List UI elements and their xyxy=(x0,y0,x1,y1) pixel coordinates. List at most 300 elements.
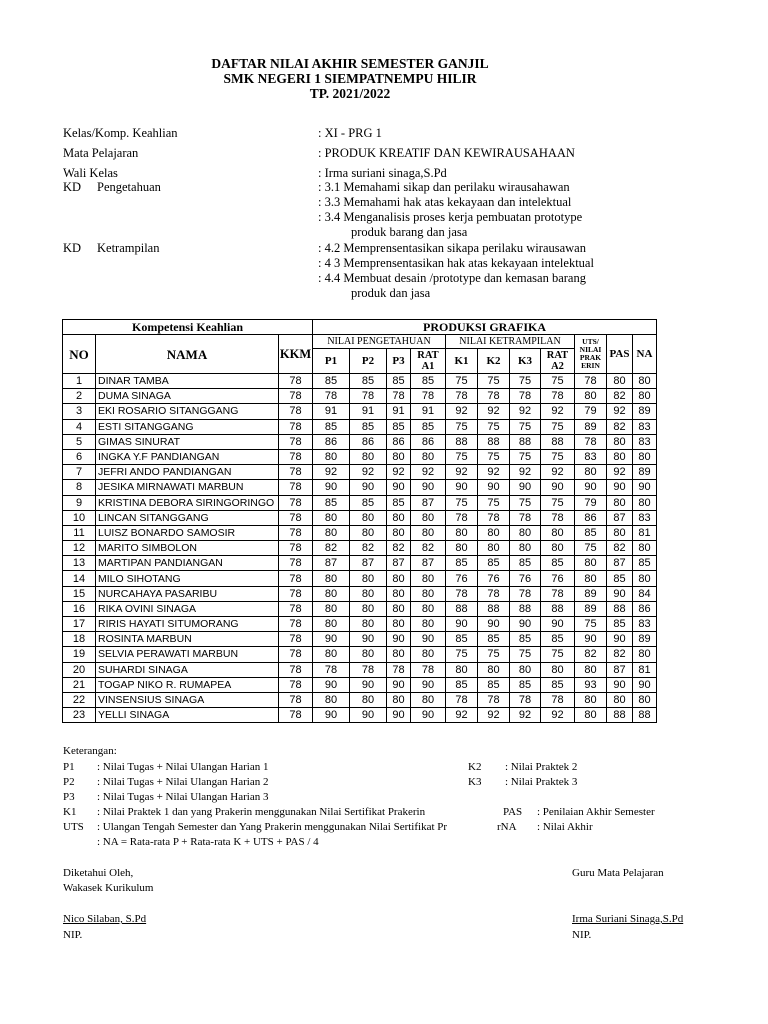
ketrampilan-label: Ketrampilan xyxy=(97,241,160,255)
p1-cell: 85 xyxy=(313,374,350,389)
ketrampilan-item: : 4.2 Memprensentasikan sikapa perilaku wirausawan xyxy=(318,241,586,255)
row-no-cell: 19 xyxy=(63,647,96,662)
uts-cell: 80 xyxy=(575,389,607,404)
k2-cell: 75 xyxy=(478,647,510,662)
k2-cell: 80 xyxy=(478,662,510,677)
row-no-cell: 8 xyxy=(63,480,96,495)
kkm-cell: 78 xyxy=(279,541,313,556)
p3-cell: 78 xyxy=(387,389,411,404)
pas-cell: 87 xyxy=(607,510,633,525)
student-name-cell: INGKA Y.F PANDIANGAN xyxy=(96,449,279,464)
k2-cell: 80 xyxy=(478,541,510,556)
rata2-cell: 90 xyxy=(541,480,575,495)
table-row xyxy=(63,510,657,525)
kkm-cell: 78 xyxy=(279,449,313,464)
note-text: : Nilai Praktek 3 xyxy=(505,776,578,788)
p2-cell: 80 xyxy=(350,571,387,586)
na-cell: 83 xyxy=(633,434,657,449)
row-no-cell: 16 xyxy=(63,601,96,616)
signature-left-line1: Diketahui Oleh, xyxy=(63,867,134,879)
row-no-cell: 5 xyxy=(63,434,96,449)
k2-cell: 85 xyxy=(478,556,510,571)
rata1-cell: 91 xyxy=(411,404,446,419)
nama-header: NAMA xyxy=(96,335,279,374)
rata2-cell: 75 xyxy=(541,419,575,434)
note-text: : Nilai Tugas + Nilai Ulangan Harian 1 xyxy=(97,761,269,773)
rata2-cell: 85 xyxy=(541,632,575,647)
p2-cell: 80 xyxy=(350,601,387,616)
note-code: K2 xyxy=(468,761,482,773)
kkm-cell: 78 xyxy=(279,480,313,495)
uts-cell: 75 xyxy=(575,541,607,556)
na-cell: 83 xyxy=(633,510,657,525)
p1-cell: 90 xyxy=(313,708,350,723)
p2-cell: 90 xyxy=(350,480,387,495)
p2-cell: 82 xyxy=(350,541,387,556)
k1-cell: 92 xyxy=(446,404,478,419)
k2-cell: 92 xyxy=(478,465,510,480)
student-name-cell: GIMAS SINURAT xyxy=(96,434,279,449)
k2-cell: 75 xyxy=(478,419,510,434)
uts-cell: 80 xyxy=(575,571,607,586)
k1-cell: 78 xyxy=(446,389,478,404)
p3-cell: 78 xyxy=(387,662,411,677)
rata2-cell: 92 xyxy=(541,708,575,723)
k1-cell: 78 xyxy=(446,692,478,707)
p1-cell: 90 xyxy=(313,480,350,495)
rata2-cell: 78 xyxy=(541,389,575,404)
uts-cell: 90 xyxy=(575,632,607,647)
k2-cell: 78 xyxy=(478,692,510,707)
k1-cell: 75 xyxy=(446,374,478,389)
k2-cell: 80 xyxy=(478,525,510,540)
kkm-cell: 78 xyxy=(279,571,313,586)
nilai-pengetahuan-header: NILAI PENGETAHUAN xyxy=(313,335,446,349)
k1-cell: 85 xyxy=(446,677,478,692)
rata2-cell: 80 xyxy=(541,541,575,556)
rata1-cell: 80 xyxy=(411,647,446,662)
rata1-cell: 80 xyxy=(411,586,446,601)
ketrampilan-item: : 4.4 Membuat desain /prototype dan kemasan barang xyxy=(318,271,586,285)
k1-cell: 90 xyxy=(446,617,478,632)
k2-cell: 78 xyxy=(478,586,510,601)
k3-header: K3 xyxy=(510,349,541,374)
p1-cell: 80 xyxy=(313,525,350,540)
p2-cell: 90 xyxy=(350,632,387,647)
na-cell: 85 xyxy=(633,556,657,571)
note-text: : Penilaian Akhir Semester xyxy=(537,806,655,818)
k3-cell: 85 xyxy=(510,632,541,647)
na-cell: 80 xyxy=(633,647,657,662)
k1-cell: 80 xyxy=(446,541,478,556)
k2-cell: 75 xyxy=(478,495,510,510)
na-cell: 90 xyxy=(633,480,657,495)
p2-cell: 80 xyxy=(350,692,387,707)
rata1-cell: 78 xyxy=(411,662,446,677)
rata2-cell: 92 xyxy=(541,404,575,419)
k3-cell: 75 xyxy=(510,449,541,464)
p2-cell: 90 xyxy=(350,677,387,692)
k2-cell: 88 xyxy=(478,601,510,616)
uts-cell: 79 xyxy=(575,404,607,419)
kkm-cell: 78 xyxy=(279,389,313,404)
table-row xyxy=(63,556,657,571)
kkm-cell: 78 xyxy=(279,419,313,434)
na-cell: 80 xyxy=(633,389,657,404)
k3-cell: 80 xyxy=(510,662,541,677)
row-no-cell: 3 xyxy=(63,404,96,419)
k3-cell: 92 xyxy=(510,708,541,723)
rata1-cell: 92 xyxy=(411,465,446,480)
p3-cell: 90 xyxy=(387,677,411,692)
k3-cell: 90 xyxy=(510,617,541,632)
student-name-cell: JESIKA MIRNAWATI MARBUN xyxy=(96,480,279,495)
kkm-cell: 78 xyxy=(279,617,313,632)
pas-cell: 85 xyxy=(607,617,633,632)
row-no-cell: 20 xyxy=(63,662,96,677)
p1-cell: 78 xyxy=(313,389,350,404)
k3-cell: 85 xyxy=(510,677,541,692)
p3-cell: 87 xyxy=(387,556,411,571)
student-name-cell: MILO SIHOTANG xyxy=(96,571,279,586)
k3-cell: 90 xyxy=(510,480,541,495)
row-no-cell: 23 xyxy=(63,708,96,723)
note-text: : Ulangan Tengah Semester dan Yang Prakerin menggunakan Nilai Sertifikat Pr xyxy=(97,821,448,833)
row-no-cell: 18 xyxy=(63,632,96,647)
p2-header: P2 xyxy=(350,349,387,374)
table-row xyxy=(63,374,657,389)
note-code: PAS xyxy=(503,806,523,818)
rata2-cell: 90 xyxy=(541,617,575,632)
na-cell: 89 xyxy=(633,404,657,419)
p3-cell: 80 xyxy=(387,449,411,464)
kelas-label: Kelas/Komp. Keahlian xyxy=(63,126,178,140)
no-header: NO xyxy=(63,335,96,374)
na-cell: 80 xyxy=(633,374,657,389)
k1-cell: 85 xyxy=(446,632,478,647)
pas-cell: 90 xyxy=(607,586,633,601)
p3-cell: 92 xyxy=(387,465,411,480)
p1-cell: 91 xyxy=(313,404,350,419)
student-name-cell: DINAR TAMBA xyxy=(96,374,279,389)
uts-cell: 82 xyxy=(575,647,607,662)
pas-cell: 90 xyxy=(607,677,633,692)
pengetahuan-item: : 3.1 Memahami sikap dan perilaku wirausahawan xyxy=(318,180,570,194)
p2-cell: 92 xyxy=(350,465,387,480)
k1-cell: 80 xyxy=(446,525,478,540)
na-cell: 81 xyxy=(633,662,657,677)
rata2-cell: 85 xyxy=(541,677,575,692)
p2-cell: 80 xyxy=(350,525,387,540)
student-name-cell: EKI ROSARIO SITANGGANG xyxy=(96,404,279,419)
rata2-cell: 75 xyxy=(541,647,575,662)
na-cell: 80 xyxy=(633,541,657,556)
note-code: K1 xyxy=(63,806,77,818)
kkm-cell: 78 xyxy=(279,404,313,419)
table-row xyxy=(63,404,657,419)
kkm-cell: 78 xyxy=(279,662,313,677)
p2-cell: 78 xyxy=(350,389,387,404)
row-no-cell: 11 xyxy=(63,525,96,540)
p2-cell: 80 xyxy=(350,617,387,632)
p1-cell: 80 xyxy=(313,510,350,525)
rata1-cell: 82 xyxy=(411,541,446,556)
k1-cell: 92 xyxy=(446,708,478,723)
p1-cell: 90 xyxy=(313,632,350,647)
kd-pengetahuan-label: KD xyxy=(63,180,82,194)
k1-cell: 88 xyxy=(446,434,478,449)
row-no-cell: 9 xyxy=(63,495,96,510)
na-cell: 86 xyxy=(633,601,657,616)
uts-cell: 93 xyxy=(575,677,607,692)
row-no-cell: 22 xyxy=(63,692,96,707)
student-name-cell: SELVIA PERAWATI MARBUN xyxy=(96,647,279,662)
p1-cell: 80 xyxy=(313,571,350,586)
uts-cell: 86 xyxy=(575,510,607,525)
p2-cell: 91 xyxy=(350,404,387,419)
k3-cell: 92 xyxy=(510,465,541,480)
note-code: UTS xyxy=(63,821,84,833)
signature-left-name: Nico Silaban, S.Pd xyxy=(63,913,147,925)
k3-cell: 75 xyxy=(510,419,541,434)
rata2-cell: 75 xyxy=(541,374,575,389)
rata2-cell: 85 xyxy=(541,556,575,571)
k3-cell: 75 xyxy=(510,495,541,510)
p1-cell: 78 xyxy=(313,662,350,677)
k3-cell: 78 xyxy=(510,510,541,525)
row-no-cell: 13 xyxy=(63,556,96,571)
table-row xyxy=(63,662,657,677)
k3-cell: 78 xyxy=(510,389,541,404)
p1-cell: 85 xyxy=(313,495,350,510)
p2-cell: 85 xyxy=(350,419,387,434)
p3-cell: 80 xyxy=(387,601,411,616)
p1-cell: 86 xyxy=(313,434,350,449)
row-no-cell: 2 xyxy=(63,389,96,404)
kkm-cell: 78 xyxy=(279,465,313,480)
uts-cell: 78 xyxy=(575,434,607,449)
pas-cell: 87 xyxy=(607,556,633,571)
pas-cell: 90 xyxy=(607,480,633,495)
rata2-header: RAT A2 xyxy=(541,349,575,374)
rata2-cell: 80 xyxy=(541,525,575,540)
kkm-cell: 78 xyxy=(279,374,313,389)
nilai-ketrampilan-header: NILAI KETRAMPILAN xyxy=(446,335,575,349)
k1-cell: 90 xyxy=(446,480,478,495)
kompetensi-header: Kompetensi Keahlian xyxy=(63,320,313,335)
student-name-cell: SUHARDI SINAGA xyxy=(96,662,279,677)
k3-cell: 78 xyxy=(510,692,541,707)
p1-cell: 92 xyxy=(313,465,350,480)
p3-cell: 80 xyxy=(387,525,411,540)
grades-table xyxy=(62,319,657,723)
row-no-cell: 1 xyxy=(63,374,96,389)
k1-cell: 75 xyxy=(446,495,478,510)
k1-cell: 78 xyxy=(446,510,478,525)
k3-cell: 78 xyxy=(510,586,541,601)
na-cell: 90 xyxy=(633,677,657,692)
note-code: K3 xyxy=(468,776,482,788)
k3-cell: 76 xyxy=(510,571,541,586)
signature-right-name: Irma Suriani Sinaga,S.Pd xyxy=(572,913,684,925)
p1-cell: 80 xyxy=(313,647,350,662)
doc-title-line3: TP. 2021/2022 xyxy=(309,86,391,101)
p2-cell: 80 xyxy=(350,510,387,525)
k3-cell: 80 xyxy=(510,541,541,556)
rata1-cell: 80 xyxy=(411,510,446,525)
student-name-cell: NURCAHAYA PASARIBU xyxy=(96,586,279,601)
k2-cell: 92 xyxy=(478,404,510,419)
p1-cell: 90 xyxy=(313,677,350,692)
pas-cell: 88 xyxy=(607,708,633,723)
pas-cell: 87 xyxy=(607,662,633,677)
rata1-cell: 80 xyxy=(411,571,446,586)
k1-cell: 78 xyxy=(446,586,478,601)
doc-title-line1: DAFTAR NILAI AKHIR SEMESTER GANJIL xyxy=(211,56,489,71)
student-name-cell: MARTIPAN PANDIANGAN xyxy=(96,556,279,571)
rata1-cell: 80 xyxy=(411,449,446,464)
p3-cell: 80 xyxy=(387,586,411,601)
rata1-cell: 90 xyxy=(411,632,446,647)
row-no-cell: 6 xyxy=(63,449,96,464)
k2-cell: 92 xyxy=(478,708,510,723)
p3-cell: 91 xyxy=(387,404,411,419)
rata2-cell: 92 xyxy=(541,465,575,480)
na-cell: 89 xyxy=(633,465,657,480)
na-cell: 81 xyxy=(633,525,657,540)
na-cell: 84 xyxy=(633,586,657,601)
p1-cell: 82 xyxy=(313,541,350,556)
signature-left-line2: Wakasek Kurikulum xyxy=(63,882,154,894)
na-cell: 80 xyxy=(633,571,657,586)
rata2-cell: 75 xyxy=(541,449,575,464)
table-row xyxy=(63,617,657,632)
row-no-cell: 14 xyxy=(63,571,96,586)
rata1-cell: 80 xyxy=(411,525,446,540)
pas-cell: 92 xyxy=(607,404,633,419)
pas-cell: 85 xyxy=(607,571,633,586)
rata1-header: RAT A1 xyxy=(411,349,446,374)
kkm-cell: 78 xyxy=(279,525,313,540)
p2-cell: 87 xyxy=(350,556,387,571)
uts-cell: 80 xyxy=(575,692,607,707)
row-no-cell: 12 xyxy=(63,541,96,556)
note-code: P3 xyxy=(63,791,75,803)
note-code: P1 xyxy=(63,761,75,773)
rata2-cell: 75 xyxy=(541,495,575,510)
na-cell: 89 xyxy=(633,632,657,647)
uts-cell: 89 xyxy=(575,586,607,601)
k2-cell: 75 xyxy=(478,449,510,464)
table-row xyxy=(63,389,657,404)
student-name-cell: LUISZ BONARDO SAMOSIR xyxy=(96,525,279,540)
rata2-cell: 78 xyxy=(541,510,575,525)
note-text: : Nilai Tugas + Nilai Ulangan Harian 2 xyxy=(97,776,269,788)
wali-value: : Irma suriani sinaga,S.Pd xyxy=(318,166,447,180)
kkm-cell: 78 xyxy=(279,495,313,510)
k3-cell: 88 xyxy=(510,601,541,616)
table-row xyxy=(63,465,657,480)
kkm-cell: 78 xyxy=(279,586,313,601)
rata1-cell: 86 xyxy=(411,434,446,449)
k3-cell: 75 xyxy=(510,647,541,662)
uts-header: UTS/ NILAI PRAK ERIN xyxy=(575,335,607,374)
note-text: : Nilai Tugas + Nilai Ulangan Harian 3 xyxy=(97,791,269,803)
row-no-cell: 21 xyxy=(63,677,96,692)
k1-cell: 75 xyxy=(446,647,478,662)
produksi-header: PRODUKSI GRAFIKA xyxy=(313,320,657,335)
p3-cell: 90 xyxy=(387,708,411,723)
signature-right-nip: NIP. xyxy=(572,929,592,941)
pas-cell: 82 xyxy=(607,419,633,434)
ketrampilan-item: produk dan jasa xyxy=(351,286,431,300)
pas-cell: 80 xyxy=(607,692,633,707)
table-row xyxy=(63,571,657,586)
rata1-cell: 87 xyxy=(411,556,446,571)
k1-cell: 85 xyxy=(446,556,478,571)
uts-cell: 85 xyxy=(575,525,607,540)
kkm-cell: 78 xyxy=(279,556,313,571)
kd-ketrampilan-label: KD xyxy=(63,241,82,255)
ketrampilan-item: : 4 3 Memprensentasikan hak atas kekayaan intelektual xyxy=(318,256,594,270)
kkm-cell: 78 xyxy=(279,632,313,647)
k2-cell: 78 xyxy=(478,389,510,404)
rata1-cell: 87 xyxy=(411,495,446,510)
table-row xyxy=(63,647,657,662)
kkm-cell: 78 xyxy=(279,677,313,692)
pas-cell: 80 xyxy=(607,374,633,389)
rata1-cell: 78 xyxy=(411,389,446,404)
k2-cell: 90 xyxy=(478,480,510,495)
kelas-value: : XI - PRG 1 xyxy=(318,126,382,140)
uts-cell: 75 xyxy=(575,617,607,632)
student-name-cell: TOGAP NIKO R. RUMAPEA xyxy=(96,677,279,692)
k2-cell: 76 xyxy=(478,571,510,586)
wali-label: Wali Kelas xyxy=(63,166,118,180)
rata1-cell: 85 xyxy=(411,419,446,434)
p1-cell: 80 xyxy=(313,586,350,601)
signature-right-line1: Guru Mata Pelajaran xyxy=(572,867,664,879)
uts-cell: 80 xyxy=(575,708,607,723)
table-row xyxy=(63,449,657,464)
note-code: rNA xyxy=(497,821,517,833)
k2-cell: 78 xyxy=(478,510,510,525)
pengetahuan-item: : 3.4 Menganalisis proses kerja pembuatan prototype xyxy=(318,210,583,224)
uts-cell: 89 xyxy=(575,601,607,616)
na-header: NA xyxy=(633,335,657,374)
signature-left-nip: NIP. xyxy=(63,929,83,941)
student-name-cell: RIRIS HAYATI SITUMORANG xyxy=(96,617,279,632)
uts-cell: 78 xyxy=(575,374,607,389)
na-cell: 83 xyxy=(633,419,657,434)
uts-cell: 90 xyxy=(575,480,607,495)
na-cell: 80 xyxy=(633,495,657,510)
table-row xyxy=(63,495,657,510)
pengetahuan-item: produk barang dan jasa xyxy=(351,225,468,239)
p3-cell: 80 xyxy=(387,692,411,707)
student-name-cell: JEFRI ANDO PANDIANGAN xyxy=(96,465,279,480)
p3-cell: 80 xyxy=(387,617,411,632)
uts-cell: 80 xyxy=(575,556,607,571)
pas-cell: 88 xyxy=(607,601,633,616)
pas-cell: 80 xyxy=(607,449,633,464)
pengetahuan-label: Pengetahuan xyxy=(97,180,161,194)
k2-header: K2 xyxy=(478,349,510,374)
rata1-cell: 90 xyxy=(411,677,446,692)
uts-cell: 79 xyxy=(575,495,607,510)
p3-cell: 85 xyxy=(387,495,411,510)
table-row xyxy=(63,586,657,601)
